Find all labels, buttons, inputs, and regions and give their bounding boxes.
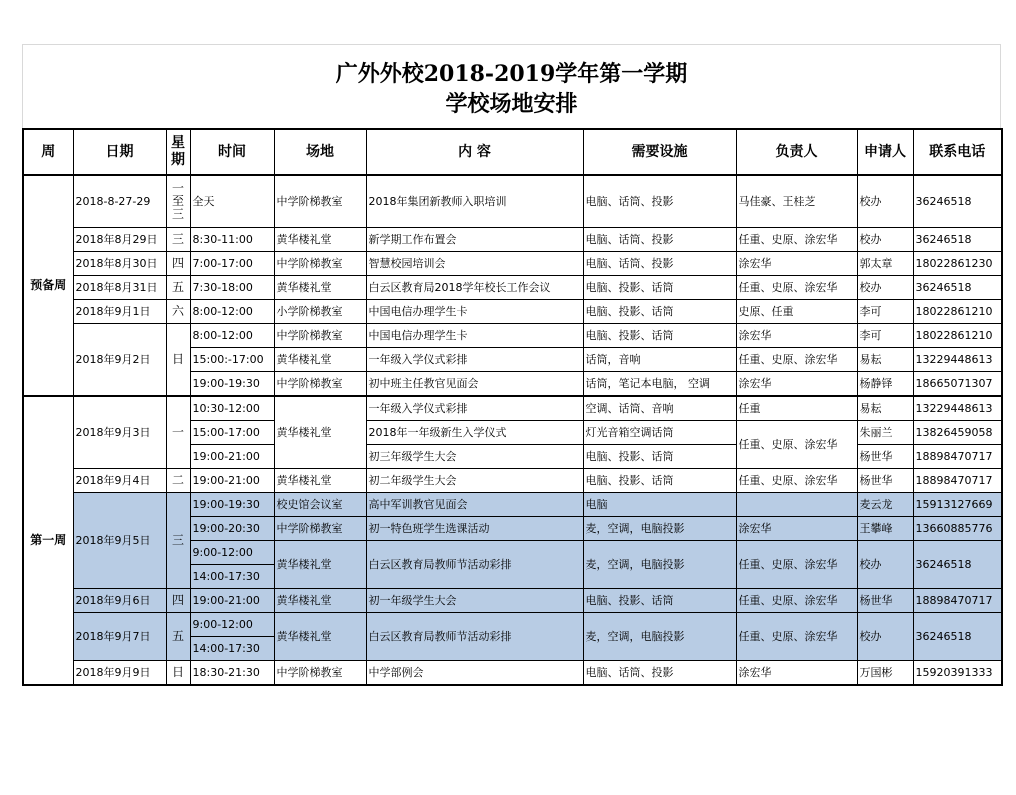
weekday-cell: 六 bbox=[166, 300, 190, 324]
header-time: 时间 bbox=[190, 129, 274, 175]
time-cell: 7:30-18:00 bbox=[190, 276, 274, 300]
time-cell: 8:30-11:00 bbox=[190, 228, 274, 252]
time-cell: 10:30-12:00 bbox=[190, 396, 274, 421]
facilities-cell: 话筒，笔记本电脑， 空调 bbox=[583, 372, 736, 397]
phone-cell: 36246518 bbox=[913, 228, 1002, 252]
venue-cell: 黄华楼礼堂 bbox=[274, 396, 366, 469]
table-row bbox=[23, 613, 1002, 637]
date-cell: 2018年9月6日 bbox=[73, 589, 166, 613]
time-cell: 7:00-17:00 bbox=[190, 252, 274, 276]
person-cell: 任重、史原、涂宏华 bbox=[736, 589, 857, 613]
person-cell: 任重、史原、涂宏华 bbox=[736, 469, 857, 493]
content-cell: 初一特色班学生选课活动 bbox=[366, 517, 583, 541]
time-cell: 19:00-19:30 bbox=[190, 493, 274, 517]
date-cell: 2018年9月5日 bbox=[73, 493, 166, 589]
weekday-cell: 日 bbox=[166, 324, 190, 397]
applicant-cell: 李可 bbox=[857, 324, 913, 348]
time-cell: 8:00-12:00 bbox=[190, 324, 274, 348]
person-cell: 任重、史原、涂宏华 bbox=[736, 541, 857, 589]
content-cell: 高中军训教官见面会 bbox=[366, 493, 583, 517]
table-row bbox=[23, 396, 1002, 421]
person-cell: 任重、史原、涂宏华 bbox=[736, 276, 857, 300]
venue-cell: 黄华楼礼堂 bbox=[274, 276, 366, 300]
applicant-cell: 校办 bbox=[857, 276, 913, 300]
date-cell: 2018年9月4日 bbox=[73, 469, 166, 493]
facilities-cell: 电脑、话筒、投影 bbox=[583, 175, 736, 228]
table-row bbox=[23, 469, 1002, 493]
phone-cell: 15920391333 bbox=[913, 661, 1002, 686]
facilities-cell: 电脑、话筒、投影 bbox=[583, 228, 736, 252]
content-cell: 2018年一年级新生入学仪式 bbox=[366, 421, 583, 445]
table-row bbox=[23, 324, 1002, 348]
facilities-cell: 麦，空调，电脑投影 bbox=[583, 613, 736, 661]
content-cell: 一年级入学仪式彩排 bbox=[366, 348, 583, 372]
date-cell: 2018年8月30日 bbox=[73, 252, 166, 276]
weekday-cell: 五 bbox=[166, 613, 190, 661]
applicant-cell: 郭太章 bbox=[857, 252, 913, 276]
person-cell: 涂宏华 bbox=[736, 517, 857, 541]
table-row bbox=[23, 661, 1002, 686]
person-cell: 史原、任重 bbox=[736, 300, 857, 324]
phone-cell: 36246518 bbox=[913, 175, 1002, 228]
phone-cell: 18898470717 bbox=[913, 589, 1002, 613]
time-cell: 8:00-12:00 bbox=[190, 300, 274, 324]
time-cell: 19:00-20:30 bbox=[190, 517, 274, 541]
date-cell: 2018年8月29日 bbox=[73, 228, 166, 252]
time-cell: 全天 bbox=[190, 175, 274, 228]
phone-cell: 36246518 bbox=[913, 613, 1002, 661]
phone-cell: 18022861210 bbox=[913, 300, 1002, 324]
table-row bbox=[23, 175, 1002, 228]
facilities-cell: 电脑、投影、话筒 bbox=[583, 469, 736, 493]
facilities-cell: 空调、话筒、音响 bbox=[583, 396, 736, 421]
header-facilities: 需要设施 bbox=[583, 129, 736, 175]
time-cell: 15:00-17:00 bbox=[190, 421, 274, 445]
facilities-cell: 麦，空调，电脑投影 bbox=[583, 541, 736, 589]
applicant-cell: 杨世华 bbox=[857, 589, 913, 613]
venue-cell: 中学阶梯教室 bbox=[274, 252, 366, 276]
phone-cell: 18022861210 bbox=[913, 324, 1002, 348]
time-cell: 9:00-12:00 bbox=[190, 541, 274, 565]
venue-cell: 黄华楼礼堂 bbox=[274, 228, 366, 252]
applicant-cell: 校办 bbox=[857, 541, 913, 589]
facilities-cell: 电脑 bbox=[583, 493, 736, 517]
weekday-part: 至 bbox=[171, 194, 184, 208]
table-row bbox=[23, 300, 1002, 324]
facilities-cell: 电脑、话筒、投影 bbox=[583, 661, 736, 686]
content-cell: 初二年级学生大会 bbox=[366, 469, 583, 493]
weekday-cell: 三 bbox=[166, 228, 190, 252]
header-person: 负责人 bbox=[736, 129, 857, 175]
applicant-cell: 杨世华 bbox=[857, 445, 913, 469]
time-cell: 15:00:-17:00 bbox=[190, 348, 274, 372]
weekday-cell bbox=[166, 175, 190, 228]
weekday-cell: 五 bbox=[166, 276, 190, 300]
applicant-cell: 麦云龙 bbox=[857, 493, 913, 517]
facilities-cell: 电脑、投影、话筒 bbox=[583, 300, 736, 324]
facilities-cell: 电脑、投影、话筒 bbox=[583, 276, 736, 300]
header-date: 日期 bbox=[73, 129, 166, 175]
weekday-cell: 四 bbox=[166, 252, 190, 276]
content-cell: 中国电信办理学生卡 bbox=[366, 300, 583, 324]
content-cell: 中国电信办理学生卡 bbox=[366, 324, 583, 348]
weekday-cell: 四 bbox=[166, 589, 190, 613]
phone-cell: 13229448613 bbox=[913, 396, 1002, 421]
title-area bbox=[22, 44, 1001, 128]
time-cell: 19:00-19:30 bbox=[190, 372, 274, 397]
venue-cell: 中学阶梯教室 bbox=[274, 661, 366, 686]
applicant-cell: 校办 bbox=[857, 175, 913, 228]
content-cell: 智慧校园培训会 bbox=[366, 252, 583, 276]
header-weekday-1: 星 bbox=[171, 135, 185, 151]
content-cell: 初三年级学生大会 bbox=[366, 445, 583, 469]
date-cell: 2018年9月2日 bbox=[73, 324, 166, 397]
schedule-sheet bbox=[22, 44, 1001, 686]
date-cell: 2018年8月31日 bbox=[73, 276, 166, 300]
phone-cell: 15913127669 bbox=[913, 493, 1002, 517]
content-cell: 初中班主任教官见面会 bbox=[366, 372, 583, 397]
date-cell: 2018年9月3日 bbox=[73, 396, 166, 469]
content-cell: 中学部例会 bbox=[366, 661, 583, 686]
table-row bbox=[23, 589, 1002, 613]
phone-cell: 18898470717 bbox=[913, 469, 1002, 493]
venue-cell: 中学阶梯教室 bbox=[274, 517, 366, 541]
time-cell: 9:00-12:00 bbox=[190, 613, 274, 637]
header-week: 周 bbox=[23, 129, 73, 175]
venue-cell: 中学阶梯教室 bbox=[274, 324, 366, 348]
weekday-cell: 日 bbox=[166, 661, 190, 686]
header-weekday bbox=[166, 129, 190, 175]
person-cell: 涂宏华 bbox=[736, 252, 857, 276]
venue-cell: 黄华楼礼堂 bbox=[274, 589, 366, 613]
table-row bbox=[23, 228, 1002, 252]
applicant-cell: 李可 bbox=[857, 300, 913, 324]
phone-cell: 13660885776 bbox=[913, 517, 1002, 541]
facilities-cell: 电脑、投影、话筒 bbox=[583, 324, 736, 348]
facilities-cell: 灯光音箱空调话筒 bbox=[583, 421, 736, 445]
table-row bbox=[23, 252, 1002, 276]
header-applicant: 申请人 bbox=[857, 129, 913, 175]
content-cell: 白云区教育局2018学年校长工作会议 bbox=[366, 276, 583, 300]
phone-cell: 36246518 bbox=[913, 276, 1002, 300]
header-row bbox=[23, 129, 1002, 175]
person-cell: 涂宏华 bbox=[736, 372, 857, 397]
header-content: 内 容 bbox=[366, 129, 583, 175]
facilities-cell: 麦，空调，电脑投影 bbox=[583, 517, 736, 541]
header-phone: 联系电话 bbox=[913, 129, 1002, 175]
phone-cell: 18665071307 bbox=[913, 372, 1002, 397]
content-cell: 白云区教育局教师节活动彩排 bbox=[366, 541, 583, 589]
venue-cell: 校史馆会议室 bbox=[274, 493, 366, 517]
phone-cell: 13229448613 bbox=[913, 348, 1002, 372]
applicant-cell: 校办 bbox=[857, 613, 913, 661]
person-cell: 任重、史原、涂宏华 bbox=[736, 228, 857, 252]
sheet-subtitle: 学校场地安排 bbox=[445, 91, 578, 117]
applicant-cell: 易耘 bbox=[857, 348, 913, 372]
time-cell: 19:00-21:00 bbox=[190, 445, 274, 469]
weekday-part: 一 bbox=[171, 181, 184, 195]
venue-cell: 中学阶梯教室 bbox=[274, 175, 366, 228]
content-cell: 白云区教育局教师节活动彩排 bbox=[366, 613, 583, 661]
venue-cell: 黄华楼礼堂 bbox=[274, 469, 366, 493]
applicant-cell: 朱丽兰 bbox=[857, 421, 913, 445]
person-cell: 涂宏华 bbox=[736, 324, 857, 348]
applicant-cell: 杨世华 bbox=[857, 469, 913, 493]
sheet-title: 广外外校2018-2019学年第一学期 bbox=[335, 61, 688, 87]
time-cell: 18:30-21:30 bbox=[190, 661, 274, 686]
applicant-cell: 王攀峰 bbox=[857, 517, 913, 541]
person-cell: 马佳豪、王桂芝 bbox=[736, 175, 857, 228]
time-cell: 19:00-21:00 bbox=[190, 589, 274, 613]
table-row bbox=[23, 276, 1002, 300]
phone-cell: 18898470717 bbox=[913, 445, 1002, 469]
content-cell: 一年级入学仪式彩排 bbox=[366, 396, 583, 421]
time-cell: 14:00-17:30 bbox=[190, 565, 274, 589]
venue-cell: 中学阶梯教室 bbox=[274, 372, 366, 397]
date-cell: 2018-8-27-29 bbox=[73, 175, 166, 228]
person-cell bbox=[736, 493, 857, 517]
time-cell: 14:00-17:30 bbox=[190, 637, 274, 661]
applicant-cell: 校办 bbox=[857, 228, 913, 252]
applicant-cell: 万国彬 bbox=[857, 661, 913, 686]
table-row bbox=[23, 493, 1002, 517]
weekday-cell: 二 bbox=[166, 469, 190, 493]
schedule-table bbox=[22, 128, 1003, 686]
date-cell: 2018年9月9日 bbox=[73, 661, 166, 686]
person-cell: 任重 bbox=[736, 396, 857, 421]
header-venue: 场地 bbox=[274, 129, 366, 175]
phone-cell: 36246518 bbox=[913, 541, 1002, 589]
week-label-week1: 第一周 bbox=[23, 396, 73, 685]
person-cell: 任重、史原、涂宏华 bbox=[736, 421, 857, 469]
person-cell: 任重、史原、涂宏华 bbox=[736, 348, 857, 372]
facilities-cell: 电脑、话筒、投影 bbox=[583, 252, 736, 276]
date-cell: 2018年9月1日 bbox=[73, 300, 166, 324]
header-weekday-2: 期 bbox=[171, 152, 185, 168]
venue-cell: 小学阶梯教室 bbox=[274, 300, 366, 324]
week-label-prep: 预备周 bbox=[23, 175, 73, 396]
content-cell: 新学期工作布置会 bbox=[366, 228, 583, 252]
phone-cell: 13826459058 bbox=[913, 421, 1002, 445]
venue-cell: 黄华楼礼堂 bbox=[274, 613, 366, 661]
phone-cell: 18022861230 bbox=[913, 252, 1002, 276]
content-cell: 2018年集团新教师入职培训 bbox=[366, 175, 583, 228]
person-cell: 任重、史原、涂宏华 bbox=[736, 613, 857, 661]
weekday-part: 三 bbox=[171, 207, 184, 221]
weekday-cell: 一 bbox=[166, 396, 190, 469]
weekday-cell: 三 bbox=[166, 493, 190, 589]
content-cell: 初一年级学生大会 bbox=[366, 589, 583, 613]
venue-cell: 黄华楼礼堂 bbox=[274, 348, 366, 372]
facilities-cell: 电脑、投影、话筒 bbox=[583, 445, 736, 469]
facilities-cell: 话筒，音响 bbox=[583, 348, 736, 372]
date-cell: 2018年9月7日 bbox=[73, 613, 166, 661]
applicant-cell: 易耘 bbox=[857, 396, 913, 421]
person-cell: 涂宏华 bbox=[736, 661, 857, 686]
facilities-cell: 电脑、投影、话筒 bbox=[583, 589, 736, 613]
venue-cell: 黄华楼礼堂 bbox=[274, 541, 366, 589]
applicant-cell: 杨静铎 bbox=[857, 372, 913, 397]
time-cell: 19:00-21:00 bbox=[190, 469, 274, 493]
